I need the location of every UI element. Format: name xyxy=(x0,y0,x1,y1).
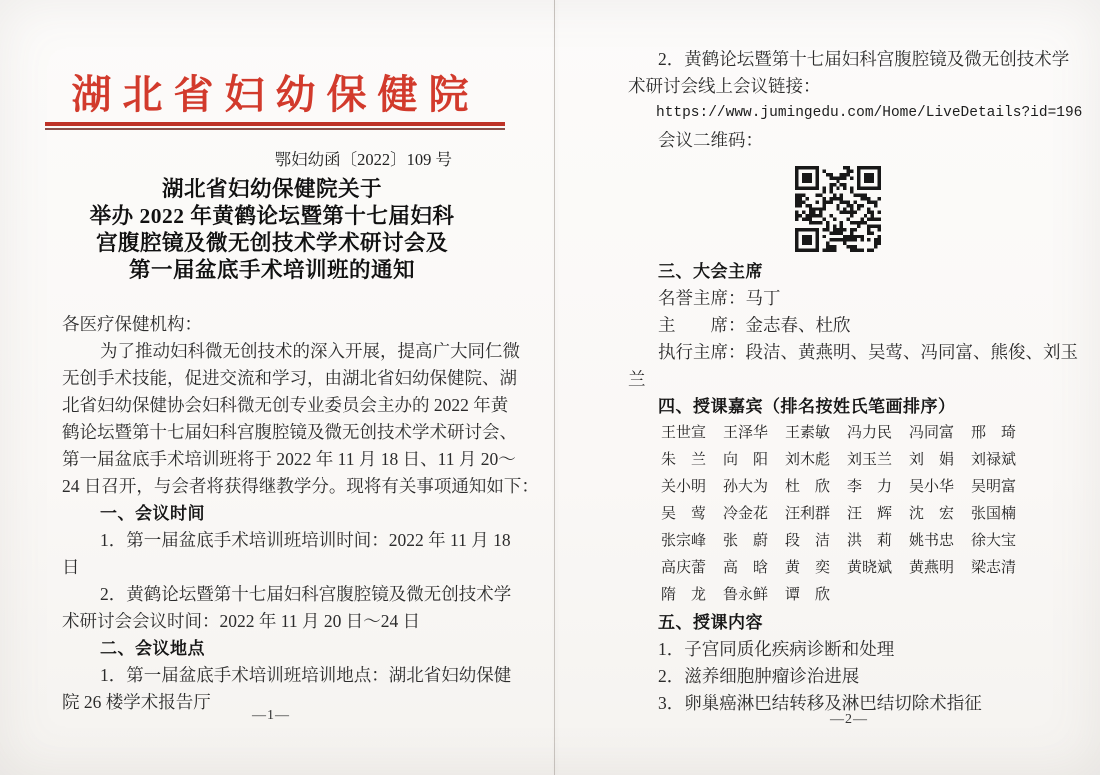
body-line: 无创手术技能，促进交流和学习，由湖北省妇幼保健院、湖 xyxy=(62,368,517,388)
executive-chair-line: 执行主席：段洁、黄燕明、吴莺、冯同富、熊俊、刘玉 xyxy=(658,342,1078,362)
body-line: 鹤论坛暨第十七届妇科宫腹腔镜及微无创技术学术研讨会、 xyxy=(62,422,517,442)
guest-name: 刘 娟 xyxy=(909,452,955,468)
guest-name: 关小明 xyxy=(661,479,707,495)
executive-chair-line-cont: 兰 xyxy=(628,369,646,389)
body-line: 北省妇幼保健协会妇科微无创专业委员会主办的 2022 年黄 xyxy=(62,395,509,415)
content-item: 2．滋养细胞肿瘤诊治进展 xyxy=(658,666,860,686)
notice-title-line: 第一届盆底手术培训班的通知 xyxy=(128,258,415,282)
guest-name: 吴小华 xyxy=(909,479,955,495)
guest-name: 黄 奕 xyxy=(785,560,831,576)
guest-name: 隋 龙 xyxy=(661,587,707,603)
guest-name: 沈 宏 xyxy=(909,506,955,522)
guest-name: 刘禄斌 xyxy=(971,452,1017,468)
guest-name: 鲁永鲜 xyxy=(723,587,769,603)
guest-name: 邢 琦 xyxy=(971,425,1017,441)
letterhead-title: 湖北省妇幼保健院 xyxy=(71,72,480,117)
honorary-chair-line: 名誉主席：马丁 xyxy=(658,288,781,308)
section-heading-content: 五、授课内容 xyxy=(658,613,763,632)
body-line: 院 26 楼学术报告厅 xyxy=(62,692,211,712)
body-line: 术研讨会线上会议链接： xyxy=(628,76,821,96)
letterhead-rule-thick xyxy=(45,122,505,126)
content-item: 1．子宫同质化疾病诊断和处理 xyxy=(658,639,895,659)
page-divider xyxy=(554,0,555,775)
guest-name: 段 洁 xyxy=(785,533,831,549)
section-heading-meeting-place: 二、会议地点 xyxy=(100,639,205,658)
content-item: 3．卵巢癌淋巴结转移及淋巴结切除术指征 xyxy=(658,693,982,713)
guest-name: 刘玉兰 xyxy=(847,452,893,468)
notice-title-line: 宫腹腔镜及微无创技术学术研讨会及 xyxy=(95,231,448,255)
guest-name-grid xyxy=(628,420,1078,609)
document-number: 鄂妇幼函〔2022〕109 号 xyxy=(274,150,452,169)
guest-name: 黄晓斌 xyxy=(847,560,893,576)
page1-body xyxy=(62,311,539,716)
guest-name: 姚书忠 xyxy=(909,533,955,549)
guest-name: 杜 欣 xyxy=(785,479,831,495)
page2-body xyxy=(628,46,1083,717)
guest-name: 张 蔚 xyxy=(723,533,769,549)
section-heading-chairs: 三、大会主席 xyxy=(658,262,763,281)
guest-name: 张国楠 xyxy=(971,506,1017,522)
guest-name: 孙大为 xyxy=(723,479,769,495)
letterhead-rule xyxy=(45,122,505,131)
body-line: 为了推动妇科微无创技术的深入开展，提高广大同仁微 xyxy=(100,341,520,361)
guest-name: 汪 辉 xyxy=(847,506,893,522)
notice-title-line: 湖北省妇幼保健院关于 xyxy=(161,177,382,201)
guest-name: 王泽华 xyxy=(723,425,769,441)
body-line: 1．第一届盆底手术培训班培训地点：湖北省妇幼保健 xyxy=(100,665,512,685)
guest-name: 洪 莉 xyxy=(847,533,893,549)
qr-code-label: 会议二维码： xyxy=(658,130,763,150)
body-line: 1．第一届盆底手术培训班培训时间：2022 年 11 月 18 xyxy=(100,530,511,550)
body-line: 2．黄鹤论坛暨第十七届妇科宫腹腔镜及微无创技术学 xyxy=(100,584,512,604)
section-heading-guests: 四、授课嘉宾（排名按姓氏笔画排序） xyxy=(658,397,956,416)
guest-name: 冷金花 xyxy=(723,506,769,522)
guest-name: 冯同富 xyxy=(909,425,955,441)
guest-name: 冯力民 xyxy=(847,425,893,441)
body-line: 术研讨会会议时间：2022 年 11 月 20 日～24 日 xyxy=(62,611,421,631)
guest-name: 王素敏 xyxy=(785,425,831,441)
guest-name: 向 阳 xyxy=(723,452,769,468)
guest-name: 谭 欣 xyxy=(785,587,831,603)
notice-title-line: 举办 2022 年黄鹤论坛暨第十七届妇科 xyxy=(89,204,455,228)
body-line: 24 日召开，与会者将获得继教学分。现将有关事项通知如下： xyxy=(62,476,539,496)
salutation: 各医疗保健机构： xyxy=(62,314,202,334)
guest-name: 徐大宝 xyxy=(971,533,1017,549)
section-heading-meeting-time: 一、会议时间 xyxy=(100,504,205,523)
letterhead-rule-thin xyxy=(45,128,505,130)
guest-name: 高 晗 xyxy=(723,560,769,576)
notice-title xyxy=(52,176,492,284)
qr-code xyxy=(795,166,881,252)
chair-line: 主 席：金志春、杜欣 xyxy=(658,315,851,335)
guest-name: 吴 莺 xyxy=(661,506,707,522)
guest-name: 王世宣 xyxy=(661,425,707,441)
body-line: 第一届盆底手术培训班将于 2022 年 11 月 18 日、11 月 20～ xyxy=(62,449,516,469)
guest-name: 汪利群 xyxy=(785,506,831,522)
guest-name: 朱 兰 xyxy=(661,452,707,468)
guest-name: 李 力 xyxy=(847,479,893,495)
page1-number: —1— xyxy=(252,708,290,723)
guest-name: 高庆蕾 xyxy=(661,560,707,576)
body-line: 2．黄鹤论坛暨第十七届妇科宫腹腔镜及微无创技术学 xyxy=(658,49,1070,69)
guest-name: 吴明富 xyxy=(971,479,1017,495)
guest-name: 张宗峰 xyxy=(661,533,707,549)
guest-name: 刘木彪 xyxy=(785,452,831,468)
guest-name: 梁志清 xyxy=(971,560,1017,576)
guest-name: 黄燕明 xyxy=(909,560,955,576)
body-line: 日 xyxy=(62,557,80,577)
page2-number: —2— xyxy=(830,712,868,727)
meeting-link-url: https://www.jumingedu.com/Home/LiveDetails?id=196 xyxy=(656,105,1083,121)
